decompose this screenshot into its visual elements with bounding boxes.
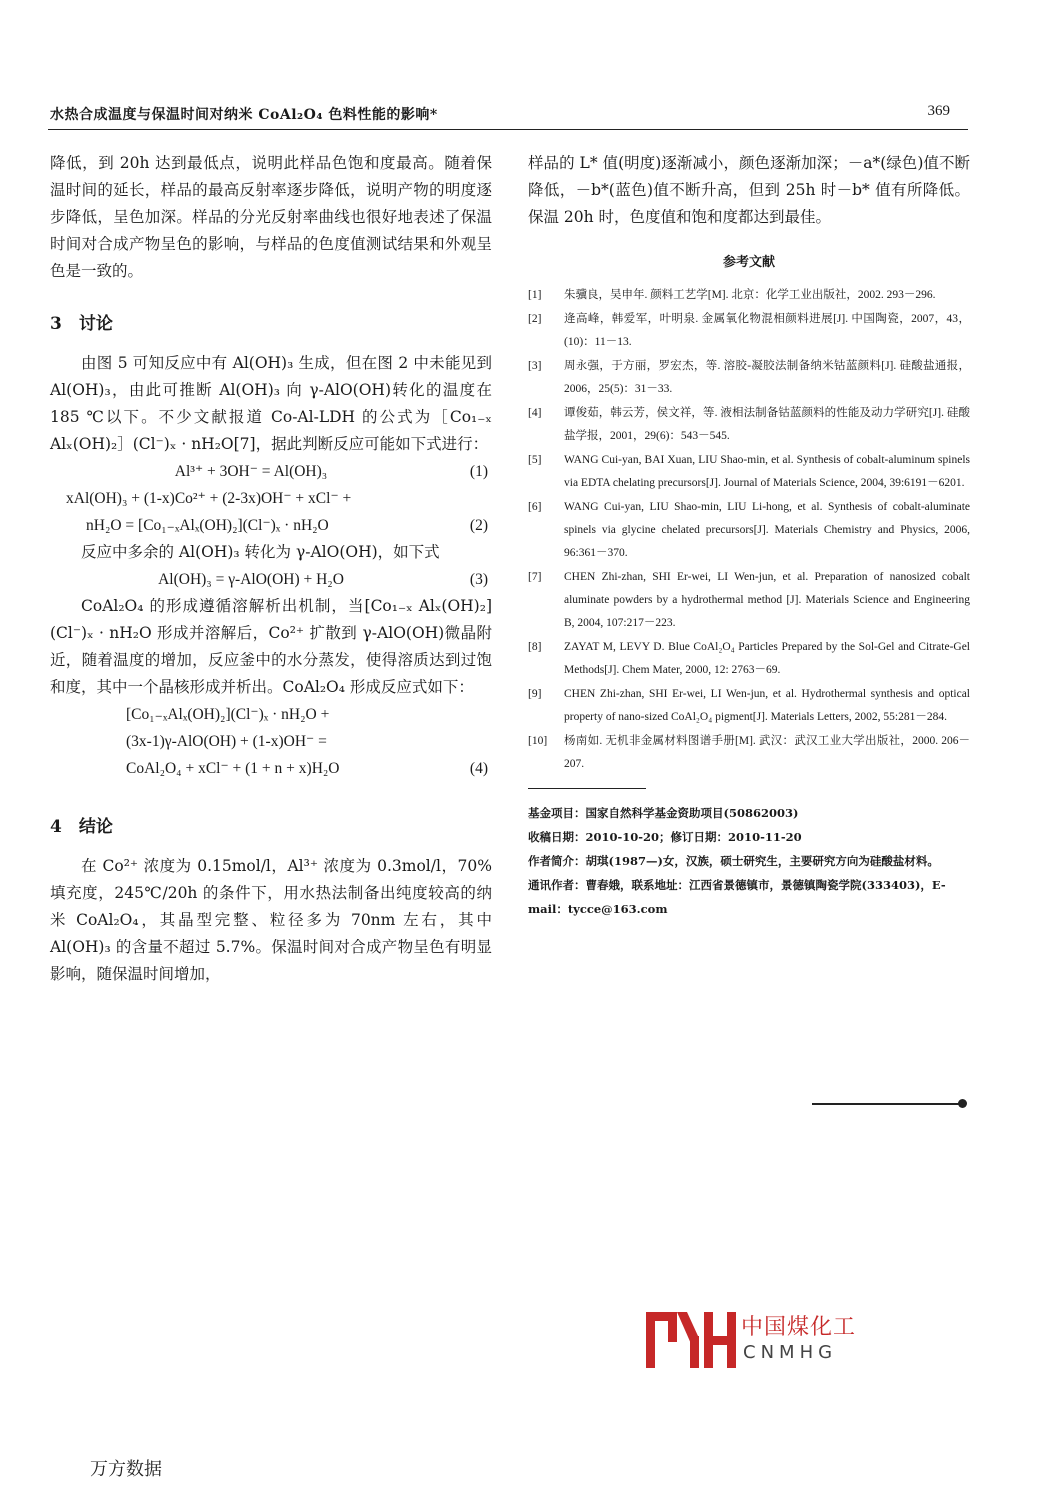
section-3-paragraph-3: CoAl₂O₄ 的形成遵循溶解析出机制，当[Co₁₋ₓ Alₓ(OH)₂](Cl⁻)ₓ · nH₂O 形成并溶解后，Co²⁺ 扩散到 γ-AlO(OH)微晶附近，随着温度的增加，反应釜中的水分蒸发，使得溶质达到过饱和度，其中一个晶核形成并析出。CoAl₂O₄ 形成反应式如下： xyxy=(50,597,492,696)
reference-item xyxy=(528,683,970,729)
right-column xyxy=(528,150,970,921)
equation-4-number: (4) xyxy=(469,760,488,777)
left-column xyxy=(50,150,492,988)
footnote-rule xyxy=(528,788,646,789)
reference-text: CHEN Zhi-zhan, SHI Er-wei, LI Wen-jun, et al. Hydrothermal synthesis and optical property of nano-sized CoAl₂O₄ pigment[J]. Materials Letters, 2002, 55:281－284. xyxy=(564,688,970,723)
reference-item xyxy=(528,308,970,354)
running-header-title: 水热合成温度与保温时间对纳米 CoAl₂O₄ 色料性能的影响* xyxy=(50,107,438,123)
section-3-heading: 3 讨论 xyxy=(50,314,113,334)
equation-2-line-1: xAl(OH)₃ + (1-x)Co²⁺ + (2-3x)OH⁻ + xCl⁻ + xyxy=(66,490,352,507)
reference-list xyxy=(528,284,970,776)
reference-item xyxy=(528,496,970,565)
page-number: 369 xyxy=(927,103,950,119)
equation-1 xyxy=(50,458,492,485)
reference-number: [6] xyxy=(528,501,542,513)
reference-item xyxy=(528,636,970,682)
reference-number: [4] xyxy=(528,407,542,419)
reference-text: 杨南如. 无机非金属材料图谱手册[M]. 武汉：武汉工业大学出版社，2000. 206－207. xyxy=(564,735,970,770)
continuation-paragraph: 样品的 L* 值(明度)逐渐减小，颜色逐渐加深；－a*(绿色)值不断降低，－b*(蓝色)值不断升高，但到 25h 时－b* 值有所降低。保温 20h 时，色度值和饱和度都达到最佳。 xyxy=(528,154,970,226)
reference-text: 周永强，于方丽，罗宏杰，等. 溶胶-凝胶法制备纳米钴蓝颜料[J]. 硅酸盐通报，2006，25(5)：31－33. xyxy=(564,360,970,395)
footnote-fund: 基金项目：国家自然科学基金资助项目(50862003) xyxy=(528,806,799,820)
section-3-paragraph-1: 由图 5 可知反应中有 Al(OH)₃ 生成，但在图 2 中未能见到 Al(OH)₃，由此可推断 Al(OH)₃ 向 γ-AlO(OH)转化的温度在 185 ℃以下。不少文献报道 Co-Al-LDH 的公式为［Co₁₋ₓ Alₓ(OH)₂］(Cl⁻)ₓ · nH₂O[7]，据此判断反应可能如下式进行： xyxy=(50,354,492,453)
reference-item xyxy=(528,284,970,307)
section-4-paragraph-1: 在 Co²⁺ 浓度为 0.15mol/l，Al³⁺ 浓度为 0.3mol/l，70% 填充度，245℃/20h 的条件下，用水热法制备出纯度较高的纳米 CoAl₂O₄，其晶型完整、粒径多为 70nm 左右，其中 Al(OH)₃ 的含量不超过 5.7%。保温时间对合成产物呈色有明显影响，随保温时间增加， xyxy=(50,857,492,983)
section-4-heading: 4 结论 xyxy=(50,817,113,837)
intro-paragraph: 降低，到 20h 达到最低点，说明此样品色饱和度最高。随着保温时间的延长，样品的最高反射率逐步降低，说明产物的明度逐步降低，呈色加深。样品的分光反射率曲线也很好地表述了保温时间对合成产物呈色的影响，与样品的色度值测试结果和外观呈色是一致的。 xyxy=(50,154,492,280)
equation-2-line-2: nH₂O = [Co₁₋ₓAlₓ(OH)₂](Cl⁻)ₓ · nH₂O xyxy=(86,517,329,534)
equation-2-number: (2) xyxy=(469,517,488,534)
reference-text: 逄高峰，韩爱军，叶明泉. 金属氧化物混相颜料进展[J]. 中国陶瓷，2007，43，(10)：11－13. xyxy=(564,313,970,348)
equation-3-text: Al(OH)₃ = γ-AlO(OH) + H₂O xyxy=(158,571,344,588)
reference-text: WANG Cui-yan, BAI Xuan, LIU Shao-min, et al. Synthesis of cobalt-aluminum spinels via EDTA chelating precursors[J]. Journal of Materials Science, 2004, 39:6191－6201. xyxy=(564,454,970,489)
reference-text: ZAYAT M, LEVY D. Blue CoAl₂O₄ Particles Prepared by the Sol-Gel and Citrate-Gel Methods[J]. Chem Mater, 2000, 12: 2763－69. xyxy=(564,641,970,676)
equation-3 xyxy=(50,566,492,593)
publisher-logo xyxy=(646,1310,866,1370)
reference-item xyxy=(528,402,970,448)
header-rule xyxy=(48,129,968,130)
reference-text: WANG Cui-yan, LIU Shao-min, LIU Li-hong, et al. Synthesis of cobalt-aluminate spinels via glycine chelated precursors[J]. Materials Chemistry and Physics, 2006, 96:361－370. xyxy=(564,501,970,559)
reference-number: [5] xyxy=(528,454,542,466)
reference-number: [10] xyxy=(528,735,548,747)
end-of-article-dot xyxy=(958,1099,967,1108)
equation-4-line-1: [Co₁₋ₓAlₓ(OH)₂](Cl⁻)ₓ · nH₂O + xyxy=(126,706,330,723)
references-heading: 参考文献 xyxy=(722,255,775,270)
reference-text: CHEN Zhi-zhan, SHI Er-wei, LI Wen-jun, et al. Preparation of nanosized cobalt aluminate powders by a hydrothermal method [J]. Materials Science and Engineering B, 2004, 107:217－223. xyxy=(564,571,970,629)
equation-1-number: (1) xyxy=(469,463,488,480)
equation-3-number: (3) xyxy=(469,571,488,588)
equation-4-line-2: (3x-1)γ-AlO(OH) + (1-x)OH⁻ = xyxy=(126,733,327,750)
reference-number: [8] xyxy=(528,641,542,653)
reference-item xyxy=(528,730,970,776)
reference-number: [3] xyxy=(528,360,542,372)
equation-4 xyxy=(50,755,492,782)
reference-item xyxy=(528,566,970,635)
reference-text: 朱骥良，吴申年. 颜料工艺学[M]. 北京：化学工业出版社，2002. 293－296. xyxy=(564,289,936,301)
footnote-corresponding: 通讯作者：曹春娥，联系地址：江西省景德镇市，景德镇陶瓷学院(333403)，E-mail：tycce@163.com xyxy=(528,878,946,916)
section-3-paragraph-2: 反应中多余的 Al(OH)₃ 转化为 γ-AlO(OH)，如下式 xyxy=(81,543,440,561)
equation-1-text: Al³⁺ + 3OH⁻ = Al(OH)₃ xyxy=(174,463,328,480)
equation-2 xyxy=(50,512,492,539)
reference-number: [2] xyxy=(528,313,542,325)
publisher-logo-en: CNMHG xyxy=(743,1342,838,1363)
reference-number: [7] xyxy=(528,571,542,583)
reference-number: [9] xyxy=(528,688,542,700)
reference-item xyxy=(528,355,970,401)
reference-item xyxy=(528,449,970,495)
reference-number: [1] xyxy=(528,289,542,301)
publisher-logo-cn: 中国煤化工 xyxy=(741,1315,857,1340)
database-watermark: 万方数据 xyxy=(90,1459,162,1480)
publisher-logo-mark xyxy=(646,1310,738,1370)
footnote-dates: 收稿日期：2010-10-20；修订日期：2010-11-20 xyxy=(528,830,802,844)
end-of-article-line xyxy=(812,1103,962,1105)
reference-text: 谭俊茹，韩云芳，侯文祥，等. 液相法制备钴蓝颜料的性能及动力学研究[J]. 硅酸盐学报，2001，29(6)：543－545. xyxy=(564,407,970,442)
equation-4-line-3: CoAl₂O₄ + xCl⁻ + (1 + n + x)H₂O xyxy=(126,760,340,777)
footnote-author: 作者简介：胡琪(1987—)女，汉族，硕士研究生，主要研究方向为硅酸盐材料。 xyxy=(528,854,939,868)
